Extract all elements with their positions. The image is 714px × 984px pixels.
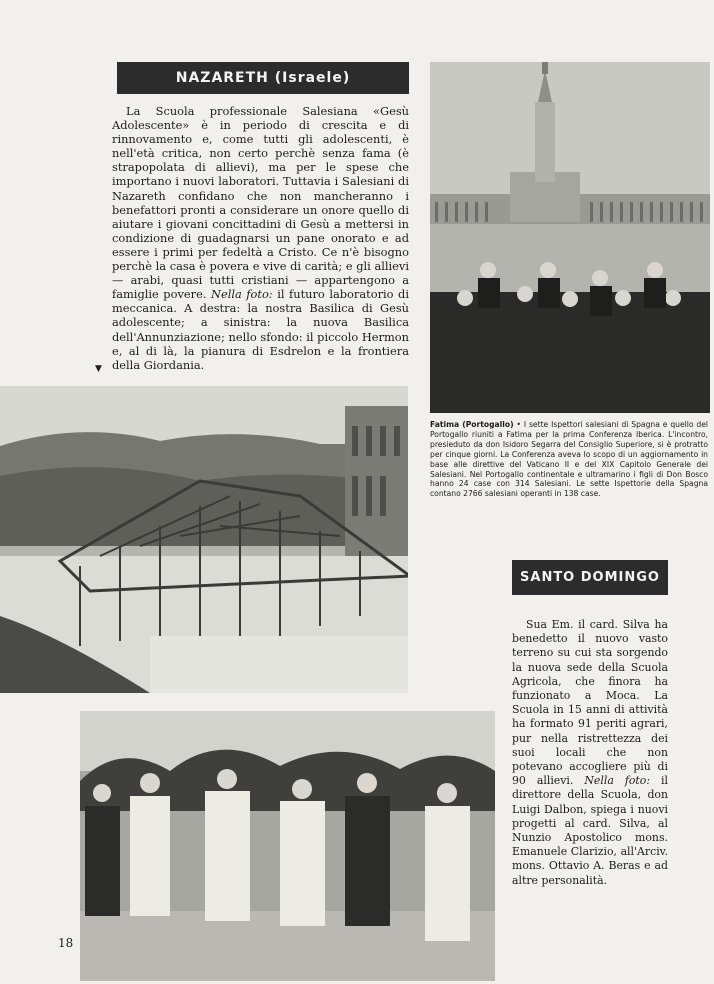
santo-domingo-heading: SANTO DOMINGO bbox=[512, 560, 668, 595]
nazareth-heading: NAZARETH (Israele) bbox=[117, 62, 409, 94]
continuation-marker: ▼ bbox=[95, 364, 102, 374]
santo-domingo-photo-label: Nella foto: bbox=[584, 774, 651, 788]
santo-domingo-text: Sua Em. il card. Silva ha benedetto il nuovo vasto terreno su cui sta sorgendo la nuova sede della Scuola Agricola, che finora ha funzionato a Moca. La Scuola in 15 anni di attività ha formato 91 periti agrari, pur nella ristrettezza dei suoi locali che non potevano accogliere più di 90 allievi. bbox=[512, 618, 668, 788]
fatima-caption bbox=[430, 420, 708, 552]
santo-domingo-photo bbox=[80, 711, 495, 981]
nazareth-photo-label: Nella foto: bbox=[210, 287, 273, 302]
fatima-caption-text: • I sette Ispettori salesiani di Spagna e quello del Portogallo riuniti a Fatima per la prima Conferenza Iberica. L'incontro, presieduto da don Isidoro Segarra del Consiglio Superiore, si è protratto per cinque giorni. La Conferenza aveva lo scopo di un aggiornamento in base alle direttive del Vaticano II e del XIX Capitolo Generale dei Salesiani. Nel Portogallo continentale e ultramarino i figli di Don Bosco hanno 24 case con 314 Salesiani. Le sette Ispettorie della Spagna contano 2766 salesiani operanti in 138 case. bbox=[430, 420, 708, 499]
fatima-caption-title: Fatima (Portogallo) bbox=[430, 420, 514, 429]
santo-domingo-photo-description: il direttore della Scuola, don Luigi Dalbon, spiega i nuovi progetti al card. Silva, al Nunzio Apostolico mons. Emanuele Clarizio, all'Arciv. mons. Ottavio A. Beras e ad altre personalità. bbox=[512, 774, 668, 887]
nazareth-text: La Scuola professionale Salesiana «Gesù Adolescente» è in periodo di crescita e di rinnovamento e, come tutti gli adolescenti, è nell'età critica, non certo perchè senza fama (è strapopolata di allievi), ma per le spese che importano i nuovi laboratori. Tuttavia i Salesiani di Nazareth confidano che non mancheranno i benefattori pronti a considerare un onore quello di aiutare i giovani concittadini di Gesù a mettersi in condizione di guadagnarsi un pane onorato e ad essere i primi per fedeltà a Cristo. Ce n'è bisogno perchè la casa è povera e vive di carità; e gli allievi — arabi, quasi tutti cristiani — appartengono a famiglie povere. bbox=[112, 104, 409, 302]
nazareth-photo bbox=[0, 386, 408, 693]
fatima-photo bbox=[430, 62, 710, 413]
nazareth-article bbox=[112, 104, 409, 376]
nazareth-photo-description: il futuro laboratorio di meccanica. A destra: la nostra Basilica di Gesù adolescente; a sinistra: la nuova Basilica dell'Annunziazione; nello sfondo: il piccolo Hermon e, al di là, la pianura di Esdrelon e la frontiera della Giordania. bbox=[112, 287, 409, 372]
page-number: 18 bbox=[58, 936, 74, 950]
santo-domingo-article bbox=[512, 618, 668, 898]
